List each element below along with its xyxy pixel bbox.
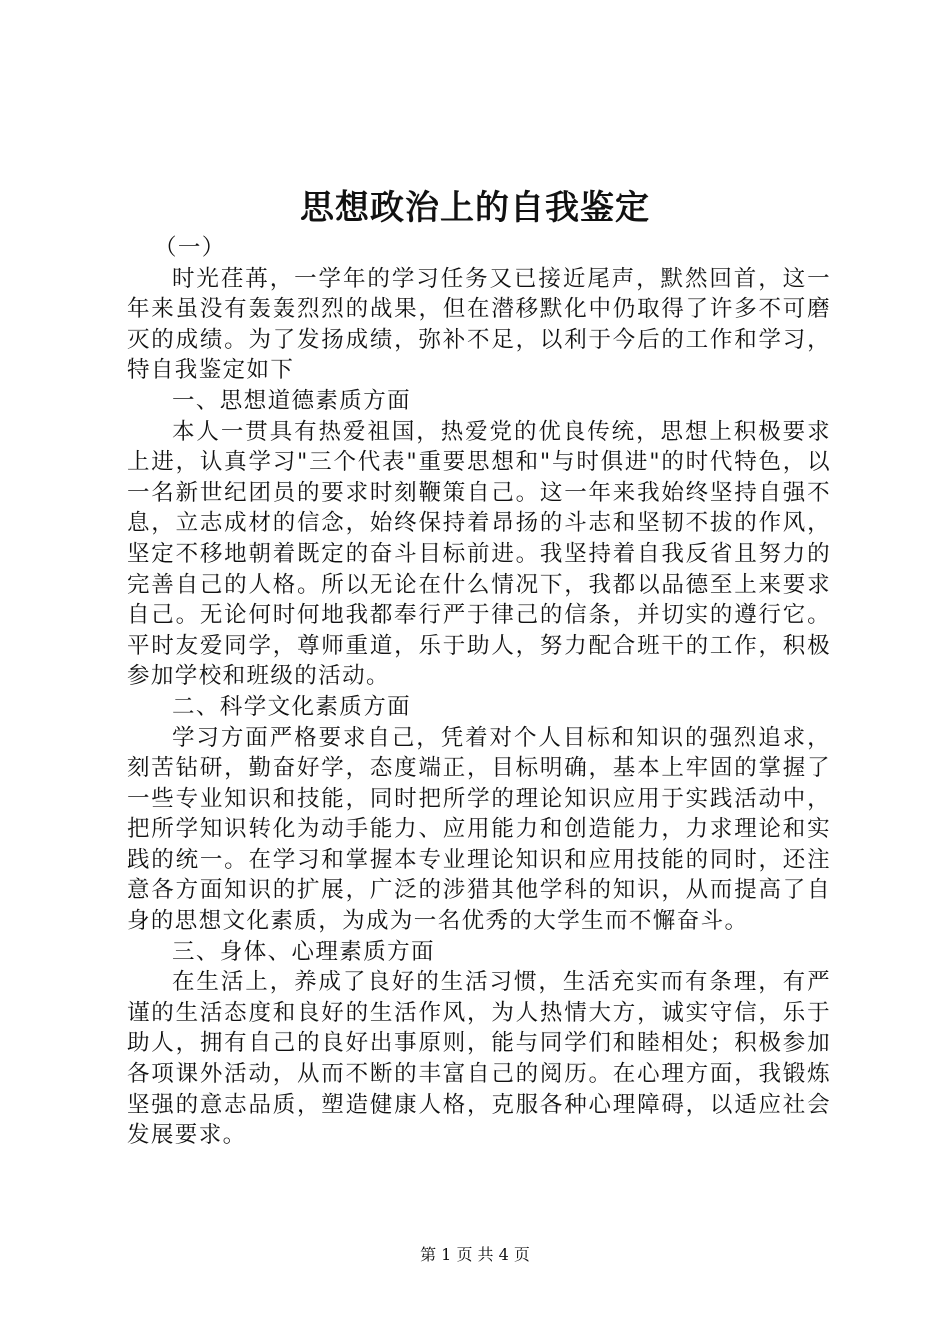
section-heading-physical: 三、身体、心理素质方面 (172, 938, 435, 965)
science-paragraph: 学习方面严格要求自己，凭着对个人目标和知识的强烈追求，刻苦钻研，勤奋好学，态度端正，目标明确，基本上牢固的掌握了一些专业知识和技能，同时把所学的理论知识应用于实践活动中，把所学知识转化为动手能力、应用能力和创造能力，力求理论和实践的统一。在学习和掌握本专业理论知识和应用技能的同时，还注意各方面知识的扩展，广泛的涉猎其他学科的知识，从而提高了自身的思想文化素质，为成为一名优秀的大学生而不懈奋斗。 (127, 724, 831, 935)
page-footer: 第 1 页 共 4 页 (420, 1245, 530, 1264)
document-title: 思想政治上的自我鉴定 (300, 188, 650, 228)
document-body (127, 233, 831, 1151)
section-heading-science: 二、科学文化素质方面 (172, 693, 412, 720)
moral-paragraph: 本人一贯具有热爱祖国，热爱党的优良传统，思想上积极要求上进，认真学习"三个代表"重要思想和"与时俱进"的时代特色，以一名新世纪团员的要求时刻鞭策自己。这一年来我始终坚持自强不息，立志成材的信念，始终保持着昂扬的斗志和坚韧不拔的作风，坚定不移地朝着既定的奋斗目标前进。我坚持着自我反省且努力的完善自己的人格。所以无论在什么情况下，我都以品德至上来要求自己。无论何时何地我都奉行严于律己的信条，并切实的遵行它。平时友爱同学，尊师重道，乐于助人，努力配合班干的工作，积极参加学校和班级的活动。 (127, 418, 831, 690)
section-heading-moral: 一、思想道德素质方面 (172, 387, 412, 414)
physical-paragraph: 在生活上，养成了良好的生活习惯，生活充实而有条理，有严谨的生活态度和良好的生活作风，为人热情大方，诚实守信，乐于助人，拥有自己的良好出事原则，能与同学们和睦相处；积极参加各项课外活动，从而不断的丰富自己的阅历。在心理方面，我锻炼坚强的意志品质，塑造健康人格，克服各种心理障碍，以适应社会发展要求。 (127, 969, 831, 1149)
section-number: （一） (154, 235, 226, 261)
intro-paragraph: 时光荏苒，一学年的学习任务又已接近尾声，默然回首，这一年来虽没有轰轰烈烈的战果，但在潜移默化中仍取得了许多不可磨灭的成绩。为了发扬成绩，弥补不足，以利于今后的工作和学习，特自我鉴定如下 (127, 265, 831, 384)
